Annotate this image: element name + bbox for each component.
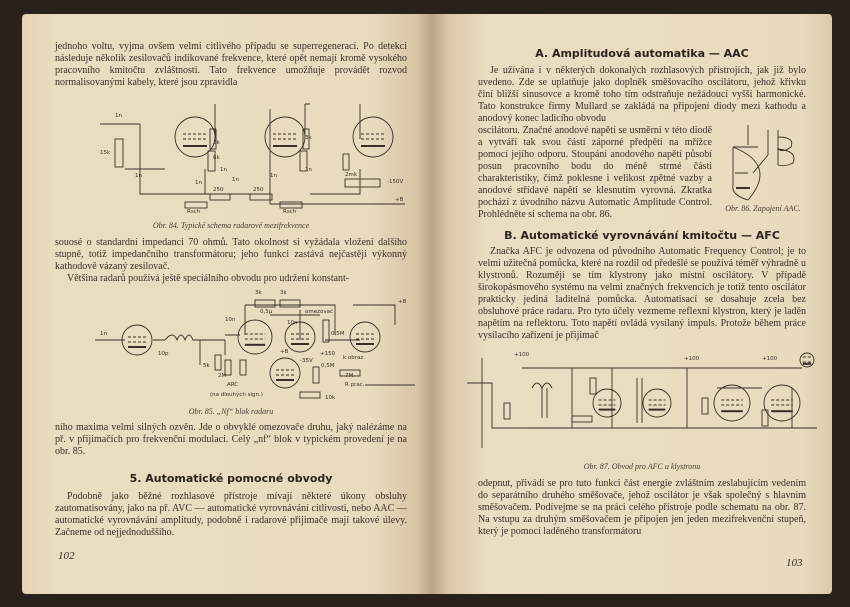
tube-grid bbox=[356, 334, 374, 339]
component-label: 2M bbox=[218, 373, 227, 379]
tube-grid bbox=[771, 400, 793, 405]
section-heading: A. Amplitudová automatika — AAC bbox=[535, 47, 749, 60]
paragraph-text: Je užívána i v některých dokonalých rozhlasových přístrojích, jak již bylo uvedeno. Zde se uplatňuje jako doplněk směšovacího oscilátoru, jehož křivku činí bližší sinusovce a kromě toho tím odstraňuje nežádoucí vyšší harmonické. Tato konstrukce firmy Mullard se zakládá na připojení diody mezi kathodu a anodový konec ladicího obvodu bbox=[478, 65, 806, 124]
tube-cathode bbox=[356, 343, 374, 345]
right-page-column bbox=[478, 47, 806, 538]
component-label: 0,5M bbox=[321, 363, 335, 369]
resistor-symbol bbox=[210, 194, 230, 200]
paragraph-text: Podobně jako běžné rozhlasové přístroje mívají některé úkony obsluhy zautomatisovány, jako na př. AVC — automatické vyrovnávání citlivosti, nebo AAC — automatické vyrovnávání amplitudy, podobně i radarové přijimače mají takové úlevy. Začneme od nejjednoduššího. bbox=[55, 491, 407, 538]
component-label: 250 bbox=[213, 187, 224, 193]
tube-cathode bbox=[273, 145, 297, 147]
component-label: 3k bbox=[213, 140, 220, 146]
component-label: ARC bbox=[227, 382, 239, 388]
component-label: 1n bbox=[305, 167, 312, 173]
figure-85-schematic bbox=[95, 290, 415, 401]
resistor-symbol bbox=[345, 179, 380, 187]
page-number: 102 bbox=[58, 550, 75, 562]
component-label: R prac. bbox=[345, 382, 365, 388]
vacuum-tube-symbol bbox=[265, 117, 305, 157]
resistor-symbol bbox=[208, 151, 215, 171]
tube-cathode bbox=[649, 409, 666, 411]
figure-86-schematic bbox=[723, 125, 803, 200]
resistor-symbol bbox=[572, 416, 592, 422]
figure-86 bbox=[720, 125, 806, 214]
paragraph bbox=[478, 65, 806, 125]
paragraph-text: jednoho voltu, vyjma ovšem velmi citlivého případu se superregenerací. Po detekci následuje několik zesilovačů indikované frekvence, které opět nemají kromě vysokého pracovního kmitočtu zvláštností. Tato frekvence umožňuje provádět rozvod normalisovanými kabely, které jsou zpravidla bbox=[55, 41, 407, 88]
resistor-symbol bbox=[280, 300, 300, 307]
tube-grid bbox=[276, 370, 294, 375]
component-label: 10p bbox=[158, 351, 169, 357]
figure-87-schematic bbox=[462, 348, 822, 458]
paragraph bbox=[478, 478, 806, 538]
component-label: 10n bbox=[287, 320, 298, 326]
paragraph bbox=[55, 237, 407, 285]
vacuum-tube-symbol bbox=[643, 389, 671, 417]
figure-84-schematic bbox=[95, 109, 415, 214]
resistor-symbol bbox=[115, 139, 123, 167]
figure-86-caption: Obr. 86. Zapojení AAC. bbox=[725, 204, 801, 213]
tube-cathode bbox=[245, 344, 265, 346]
component-label: +100 bbox=[684, 356, 700, 362]
component-label: 3k bbox=[305, 135, 312, 141]
component-label: 7M bbox=[345, 373, 354, 379]
vacuum-tube-symbol bbox=[238, 320, 272, 354]
figure-84 bbox=[55, 109, 407, 217]
tube-grid bbox=[128, 337, 146, 342]
figure-85 bbox=[55, 290, 407, 403]
tube-grid bbox=[361, 134, 385, 139]
component-label: 10n bbox=[225, 317, 236, 323]
resistor-symbol bbox=[504, 403, 510, 419]
figure-87 bbox=[478, 348, 806, 458]
vacuum-tube-symbol bbox=[353, 117, 393, 157]
resistor-symbol bbox=[215, 355, 221, 370]
component-label: +100 bbox=[762, 356, 778, 362]
component-label: 0,5μ bbox=[260, 309, 273, 315]
cathode-symbol bbox=[736, 187, 750, 189]
component-label: omezovač bbox=[305, 309, 334, 315]
tube-cathode bbox=[276, 379, 294, 381]
vacuum-tube-symbol bbox=[800, 353, 814, 367]
vacuum-tube-symbol bbox=[350, 322, 380, 352]
paragraph-text: souosé o standardní impedanci 70 ohmů. Tato okolnost si vyžádala vložení dalšího stupně, totiž impedančního transformátoru; jeho funkci zastává nejčastěji výkonný kathodově vázaný zesilovač. bbox=[55, 237, 407, 272]
component-label: 3k bbox=[255, 290, 262, 296]
resistor-symbol bbox=[255, 300, 275, 307]
tube-grid bbox=[803, 357, 811, 362]
figure-84-caption: Obr. 84. Typické schema radarové mezifrekvence bbox=[152, 221, 310, 230]
resistor-symbol bbox=[300, 392, 320, 398]
vacuum-tube-symbol bbox=[270, 358, 300, 388]
component-label: +B bbox=[398, 299, 407, 305]
paragraph-text: Značka AFC je odvozena od původního Automatic Frequency Control; je to velmi užitečná pomůcka, které na rozdíl od předešlé se používá téměř výhradně u klystronů. Rozumějí se tím klystrony jako místní oscilátory. V případě širokopásmového systému na velmi značných frekvencích je totiž tento oscilátor prakticky jediná laditelná pomůcka. Automatisací se dosahuje zcela bez obsluhové práce radaru. Pro tyto účely vezmeme reflexní klystron, který je laděn napětím na reflektoru. Toto napětí ovládá vysílaný impuls. Protože během práce vysílacího zařízení je přijimač bbox=[478, 246, 806, 341]
section-heading: B. Automatické vyrovnávání kmitočtu — AFC bbox=[504, 229, 780, 242]
resistor-symbol bbox=[702, 398, 708, 414]
figure-87-caption: Obr. 87. Obvod pro AFC u klystronu bbox=[583, 462, 701, 471]
component-label: +100 bbox=[514, 352, 530, 358]
paragraph-text: oscilátoru. Značné anodové napětí se usměrní v této diodě a vytváří tak svou částí záporné předpětí na mřížce pomocí jejího odporu. Stoupání anodového napětí působí posun pracovního bodu do méně strmé části charakteristiky, čímž poklesne i velikost zpětné vazby a anodové střídavé napětí se klesnutím vyrovná. Zkratka pochází z úvodního názvu Automatic Amplitude Control. Prohlédněte si schema na obr. 86. bbox=[478, 125, 712, 220]
component-label: 5k bbox=[203, 363, 210, 369]
figure-85-caption: Obr. 85. „Nf“ blok radaru bbox=[188, 407, 274, 416]
component-label: 1n bbox=[270, 173, 277, 179]
resistor-symbol bbox=[185, 202, 207, 208]
paragraph bbox=[55, 41, 407, 89]
tube-cathode bbox=[361, 145, 385, 147]
paragraph-text: odepnut, přivádí se pro tuto funkci část energie zvláštním zeslabujícím vedením do separátního druhého směšovače, jehož oscilátor je však společný s hlavním směšovačem. Podívejme se na práci celého přístroje podle schematu na obr. 87. Na vstupu za druhým směšovačem je připojen jen jeden mezifrekvenční stupeň, který je pomocí laděného transformátoru bbox=[478, 478, 806, 537]
section-heading: 5. Automatické pomocné obvody bbox=[129, 472, 333, 485]
component-label: 10k bbox=[325, 395, 336, 401]
vacuum-tube-symbol bbox=[593, 389, 621, 417]
tube-cathode bbox=[771, 410, 793, 412]
component-label: 1n bbox=[100, 331, 107, 337]
tube-cathode bbox=[128, 346, 146, 348]
component-label: 1n bbox=[135, 173, 142, 179]
component-label: 250 bbox=[253, 187, 264, 193]
component-label: 6k bbox=[213, 155, 220, 161]
component-label: 3k bbox=[280, 290, 287, 296]
coil-wiring bbox=[735, 130, 794, 173]
tube-cathode bbox=[183, 145, 207, 147]
tube-grid bbox=[183, 134, 207, 139]
paragraph bbox=[478, 246, 806, 342]
vacuum-tube-symbol bbox=[122, 325, 152, 355]
component-label: 1n bbox=[232, 177, 239, 183]
left-page-column bbox=[55, 41, 407, 539]
tube-grid bbox=[599, 400, 616, 405]
component-label: 2mk bbox=[345, 172, 358, 178]
resistor-symbol bbox=[313, 367, 319, 383]
tube-cathode bbox=[803, 363, 811, 365]
component-label: +B bbox=[395, 197, 404, 203]
tube-cathode bbox=[599, 409, 616, 411]
component-label: 1n bbox=[220, 167, 227, 173]
paragraph-text: ního maxima velmi silných ozvěn. Jde o obvyklé omezovače druhu, jaký nalézáme na př. v přijimačích pro frekvenční modulaci. Celý „nf“ blok v typickém provedení je na obr. 85. bbox=[55, 422, 407, 457]
component-label: -35V bbox=[300, 358, 313, 364]
component-label: +150 bbox=[320, 351, 336, 357]
component-label: k obraz. bbox=[343, 355, 366, 361]
tube-cathode bbox=[721, 410, 743, 412]
paragraph-text: Většina radarů používá ještě speciálního obvodu pro udržení konstant- bbox=[67, 273, 350, 284]
resistor-symbol bbox=[323, 320, 329, 342]
tube-cathode bbox=[291, 343, 309, 345]
resistor-symbol bbox=[250, 194, 272, 200]
paragraph bbox=[55, 422, 407, 458]
paragraph bbox=[55, 491, 407, 539]
component-label: -150V bbox=[387, 179, 404, 185]
resistor-symbol bbox=[343, 154, 349, 170]
resistor-symbol bbox=[280, 202, 302, 208]
component-label: (na dlouhých sign.) bbox=[210, 392, 263, 398]
tube-grid bbox=[649, 400, 666, 405]
component-label: Rsch bbox=[187, 209, 201, 215]
resistor-symbol bbox=[240, 360, 246, 375]
tube-grid bbox=[245, 334, 265, 339]
component-label: 1n bbox=[115, 113, 122, 119]
tube-grid bbox=[721, 400, 743, 405]
component-label: 15k bbox=[100, 150, 111, 156]
component-label: 0,5M bbox=[331, 331, 345, 337]
component-label: +B bbox=[280, 349, 289, 355]
vacuum-tube-symbol bbox=[764, 385, 800, 421]
vacuum-tube-symbol bbox=[714, 385, 750, 421]
tube-grid bbox=[273, 134, 297, 139]
page-number: 103 bbox=[786, 557, 803, 569]
component-label: 1n bbox=[195, 180, 202, 186]
component-label: Rsch bbox=[283, 209, 297, 215]
resistor-symbol bbox=[590, 378, 596, 394]
